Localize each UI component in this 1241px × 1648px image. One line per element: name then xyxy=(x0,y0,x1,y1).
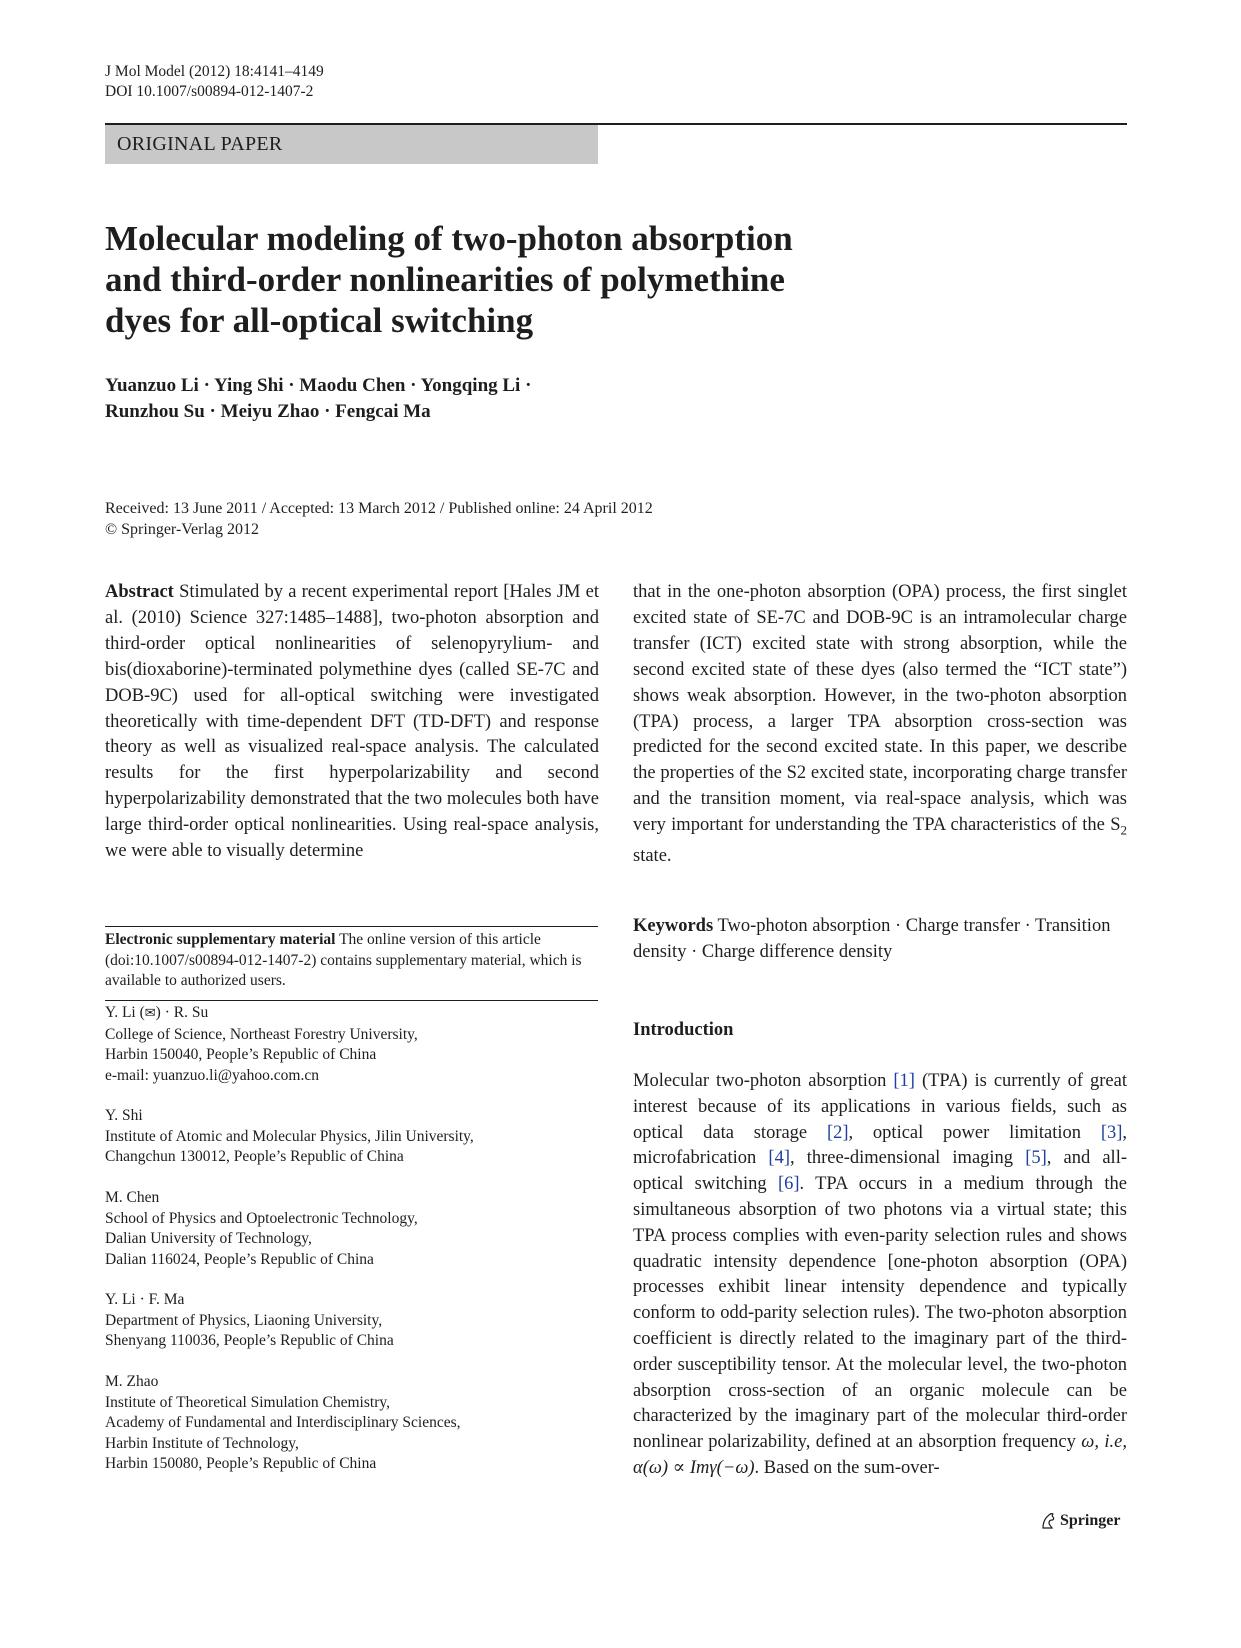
affiliation-line: Dalian University of Technology, xyxy=(105,1230,312,1247)
affiliation-line: Institute of Theoretical Simulation Chemistry, xyxy=(105,1393,390,1411)
affiliation-line: Academy of Fundamental and Interdisciplinary Sciences, xyxy=(105,1414,461,1431)
esm-heading: Electronic supplementary material xyxy=(105,931,336,948)
citation-link[interactable]: [2] xyxy=(826,1122,849,1143)
formula: ω, i.e, α(ω) ∝ Imγ(−ω) xyxy=(633,1432,1127,1478)
keywords xyxy=(633,913,1127,965)
citation-link[interactable]: [4] xyxy=(768,1148,790,1169)
doi-line: DOI 10.1007/s00894-012-1407-2 xyxy=(105,83,314,100)
esm-bottom-rule xyxy=(105,1000,598,1001)
affiliation-line: Harbin 150080, People’s Republic of China xyxy=(105,1455,377,1472)
abstract-right-column xyxy=(633,580,1127,870)
keywords-text: Two-photon absorption · Charge transfer · Transition density · Charge difference density xyxy=(633,916,1111,962)
publisher-name: Springer xyxy=(1060,1512,1121,1529)
affiliation-4 xyxy=(105,1290,598,1352)
abstract-text-left: Stimulated by a recent experimental report [Hales JM et al. (2010) Science 327:1485–1488], two-photon absorption and third-order optical nonlinearities of selenopyrylium- and bis(dioxaborine)-terminated polymethine dyes (called SE-7C and DOB-9C) used for all-optical switching were investigated theoretically with time-dependent DFT (TD-DFT) and response theory as well as visualized real-space analysis. The calculated results for the first hyperpolarizability and second hyperpolarizability demonstrated that the two molecules both have large third-order optical nonlinearities. Using real-space analysis, we were able to visually determine xyxy=(105,582,600,862)
affiliation-line: Department of Physics, Liaoning University, xyxy=(105,1311,383,1329)
affiliation-line: School of Physics and Optoelectronic Technology, xyxy=(105,1209,418,1227)
copyright-line: © Springer-Verlag 2012 xyxy=(105,521,260,538)
subscript-2: 2 xyxy=(1120,822,1127,838)
title-line-1: Molecular modeling of two-photon absorption xyxy=(105,219,793,258)
authors-line-1: Yuanzuo Li · Ying Shi · Maodu Chen · Yongqing Li · xyxy=(105,375,532,396)
citation-link[interactable]: [6] xyxy=(777,1174,800,1195)
publisher-logo xyxy=(1040,1512,1120,1530)
authors-line-2: Runzhou Su · Meiyu Zhao · Fengcai Ma xyxy=(105,401,431,422)
affiliation-5 xyxy=(105,1372,598,1475)
citation-link[interactable]: [1] xyxy=(893,1071,915,1091)
keywords-heading: Keywords xyxy=(633,916,714,936)
abstract-heading: Abstract xyxy=(105,582,174,602)
author-list xyxy=(105,373,665,425)
affiliation-line: College of Science, Northeast Forestry University, xyxy=(105,1025,418,1043)
title-line-2: and third-order nonlinearities of polymethine xyxy=(105,260,785,299)
affiliation-authors: M. Zhao xyxy=(105,1373,159,1390)
affiliation-authors: Y. Li (✉) · R. Su xyxy=(105,1004,209,1021)
dates-history: Received: 13 June 2011 / Accepted: 13 March 2012 / Published online: 24 April 2012 xyxy=(105,500,653,517)
citation-link[interactable]: [3] xyxy=(1100,1122,1123,1143)
abstract-text-right-end: state. xyxy=(633,845,672,866)
journal-citation xyxy=(105,62,324,102)
journal-line: J Mol Model (2012) 18:4141–4149 xyxy=(105,63,324,80)
affiliation-line: Harbin Institute of Technology, xyxy=(105,1434,299,1452)
introduction-text: Molecular two-photon absorption [1] (TPA) is currently of great interest because of its applications in various fields, such as optical data storage [2], optical power limitation [3], microfabrication [4], three-dimensional imaging [5], and all-optical switching [6]. TPA occurs in a medium through the simultaneous absorption of two photons via a virtual state; this TPA process complies with even-parity selection rules and shows quadratic intensity dependence [one-photon absorption (OPA) processes exhibit linear intensity dependence and typically conform to odd-parity selection rules). The two-photon absorption coefficient is directly related to the imaginary part of the third-order susceptibility tensor. At the molecular level, the two-photon absorption cross-section of an organic molecule can be characterized by the imaginary part of the molecular third-order nonlinear polarizability, defined at an absorption frequency ω, i.e, α(ω) ∝ Imγ(−ω). Based on the sum-over- xyxy=(633,1071,1128,1478)
affiliation-email: e-mail: yuanzuo.li@yahoo.com.cn xyxy=(105,1066,319,1084)
affiliation-line: Institute of Atomic and Molecular Physics, Jilin University, xyxy=(105,1127,474,1145)
affiliation-line: Shenyang 110036, People’s Republic of China xyxy=(105,1332,394,1349)
introduction-heading: Introduction xyxy=(633,1020,734,1040)
affiliation-line: Harbin 150040, People’s Republic of China xyxy=(105,1046,377,1063)
section-label: ORIGINAL PAPER xyxy=(117,133,283,155)
section-banner xyxy=(105,125,598,164)
affiliation-3 xyxy=(105,1188,598,1270)
esm-top-rule xyxy=(105,926,598,927)
springer-horse-icon xyxy=(1040,1512,1056,1530)
esm-note xyxy=(105,930,598,992)
affiliation-2 xyxy=(105,1106,598,1168)
affiliation-line: Changchun 130012, People’s Republic of China xyxy=(105,1148,404,1165)
mail-icon: ✉ xyxy=(144,1006,156,1021)
paper-title xyxy=(105,218,885,341)
abstract-left-column xyxy=(105,580,599,865)
affiliation-line: Dalian 116024, People’s Republic of China xyxy=(105,1250,374,1268)
affiliation-authors: Y. Shi xyxy=(105,1107,143,1124)
affiliation-authors: M. Chen xyxy=(105,1189,160,1206)
publication-dates xyxy=(105,498,653,540)
title-line-3: dyes for all-optical switching xyxy=(105,301,534,340)
abstract-text-right: that in the one-photon absorption (OPA) process, the first singlet excited state of SE-7C and DOB-9C is an intramolecular charge transfer (ICT) excited state with strong absorption, while the second excited state of these dyes (also termed the “ICT state”) shows weak absorption. However, in the two-photon absorption (TPA) process, a larger TPA absorption cross-section was predicted for the second excited state. In this paper, we describe the properties of the S2 excited state, incorporating charge transfer and the transition moment, via real-space analysis, which was very important for understanding the TPA characteristics of the S xyxy=(633,582,1127,836)
citation-link[interactable]: [5] xyxy=(1025,1148,1047,1169)
affiliation-1 xyxy=(105,1003,598,1086)
affiliation-authors: Y. Li · F. Ma xyxy=(105,1291,185,1308)
esm-text: The online version of this article (doi:10.1007/s00894-012-1407-2) contains supplementary material, which is available to authorized users. xyxy=(105,931,582,989)
